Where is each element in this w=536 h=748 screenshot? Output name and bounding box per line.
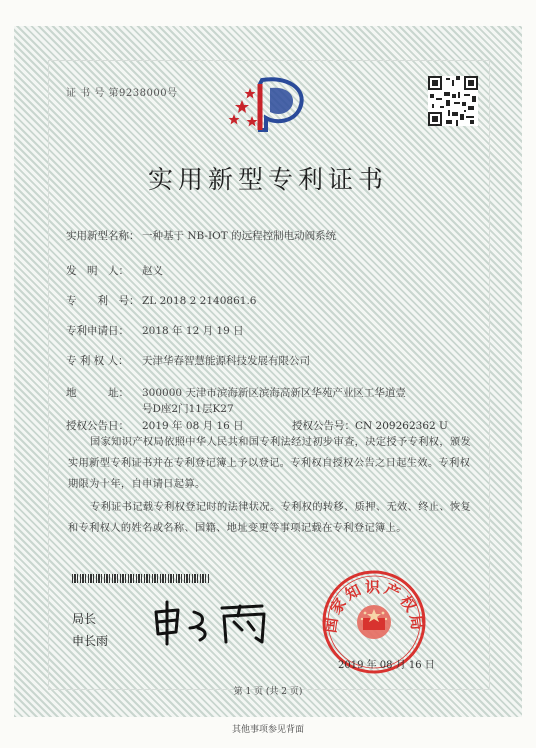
- field-label: 专 利 号：: [66, 295, 140, 307]
- field-label: 地 址：: [66, 387, 129, 399]
- field-patentee: [66, 353, 310, 368]
- field-utility-model-name: [66, 228, 336, 243]
- field-label: 专利申请日：: [66, 325, 129, 337]
- field-value: ZL 2018 2 2140861.6: [142, 295, 257, 307]
- patent-office-logo-icon: [226, 74, 312, 136]
- field-inventor: [66, 263, 163, 278]
- field-address-continued: [66, 401, 234, 416]
- director-signature-icon: [150, 598, 278, 646]
- qr-code-icon: [428, 76, 478, 126]
- announcement-number: 授权公告号：CN 209262362 U: [292, 420, 448, 432]
- grant-statement-paragraph: 国家知识产权局依照中华人民共和国专利法经过初步审查，决定授予专利权，颁发实用新型专利证书并在专利登记簿上予以登记。专利权自授权公告之日起生效。专利权期限为十年，自申请日起算。: [68, 437, 472, 490]
- field-label: 授权公告日：: [66, 420, 129, 432]
- field-value: 一种基于 NB-IOT 的远程控制电动阀系统: [142, 230, 337, 242]
- page-indicator: 第 1 页 (共 2 页): [233, 687, 303, 697]
- field-label: 专 利 权 人：: [66, 355, 129, 367]
- field-value: 赵义: [142, 265, 163, 277]
- field-value: 天津华春智慧能源科技发展有限公司: [142, 355, 310, 367]
- certificate-number: 证 书 号 第9238000号: [66, 88, 178, 99]
- field-patent-number: [66, 293, 256, 308]
- barcode: [72, 574, 210, 583]
- field-value: 号D座2门11层K27: [142, 403, 234, 415]
- legal-status-paragraph: 专利证书记载专利权登记时的法律状况。专利权的转移、质押、无效、终止、恢复和专利权人的姓名或名称、国籍、地址变更等事项记载在专利登记簿上。: [68, 502, 472, 534]
- field-value: 300000 天津市滨海新区滨海高新区华苑产业区工华道壹: [142, 387, 406, 399]
- field-application-date: [66, 323, 244, 338]
- director-name-label: 申长雨: [72, 634, 109, 648]
- seal-date: 2019 年 08 月 16 日: [338, 660, 435, 671]
- field-value: 2018 年 12 月 19 日: [142, 325, 244, 337]
- seal-text: 国家知识产权局: [321, 577, 427, 634]
- field-grant-date: [66, 418, 244, 433]
- field-label: 实用新型名称：: [66, 230, 140, 242]
- certificate-title: 实用新型专利证书: [147, 165, 388, 194]
- footer-note: 其他事项参见背面: [231, 725, 304, 735]
- field-address: [66, 385, 406, 400]
- field-label: 发 明 人：: [66, 265, 129, 277]
- field-value: 2019 年 08 月 16 日: [142, 420, 244, 432]
- director-title-label: 局长: [72, 612, 97, 626]
